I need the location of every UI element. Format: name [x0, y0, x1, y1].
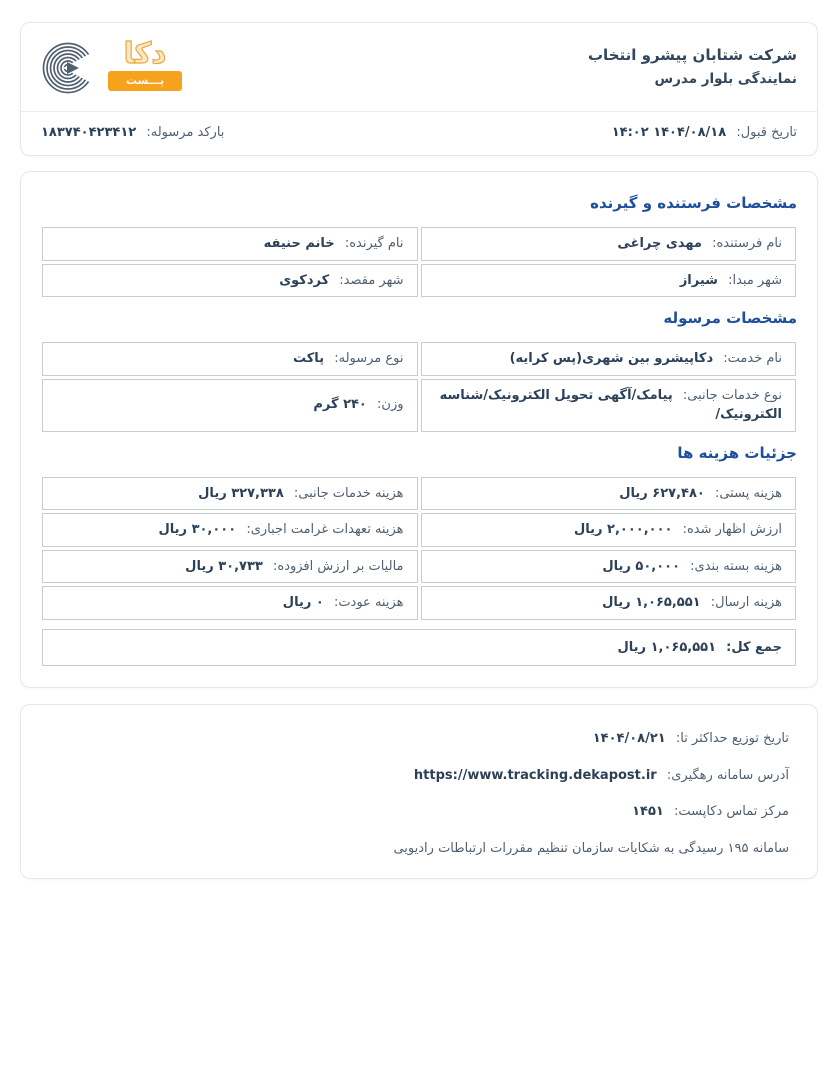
- sender-name-value: مهدی چراغی: [617, 236, 702, 251]
- logo-word-deka: دکا: [123, 36, 167, 70]
- grand-total-label: جمع کل:: [726, 639, 782, 655]
- complaints-line: سامانه ۱۹۵ رسیدگی به شکایات سازمان تنظیم مقررات ارتباطات رادیویی: [393, 840, 789, 856]
- tracking-line: [49, 766, 789, 786]
- tracking-label: آدرس سامانه رهگیری:: [666, 767, 789, 783]
- packing-cost-cell: [421, 550, 797, 584]
- vat-value: ۳۰,۷۳۳ ریال: [185, 558, 263, 574]
- logo-post-badge: پـــست: [108, 71, 182, 91]
- sender-name-label: نام فرستنده:: [712, 236, 782, 251]
- parcel-type-value: پاکت: [292, 351, 325, 366]
- grand-total-value: ۱,۰۶۵,۵۵۱ ریال: [617, 639, 716, 655]
- return-cost-label: هزینه عودت:: [333, 595, 404, 610]
- branch-name: نمایندگی بلوار مدرس: [654, 70, 797, 87]
- company-name: شرکت شتابان پیشرو انتخاب: [587, 46, 797, 64]
- accept-date: [612, 125, 797, 140]
- side-services-cost-cell: [42, 477, 418, 511]
- table-row: [42, 379, 796, 432]
- grand-total-cell: [42, 629, 796, 667]
- parties-table: [39, 224, 799, 300]
- indemnity-cost-cell: [42, 513, 418, 547]
- details-card: [20, 171, 818, 688]
- side-services-cell: [421, 379, 797, 432]
- section-title-costs: جزئیات هزینه ها: [677, 443, 797, 462]
- max-delivery-label: تاریخ توزیع حداکثر تا:: [675, 731, 789, 746]
- side-services-label: نوع خدمات جانبی:: [682, 387, 782, 403]
- accept-date-value: ۱۴۰۴/۰۸/۱۸ ۱۴:۰۲: [611, 125, 727, 140]
- call-center-label: مرکز تماس دکاپست:: [673, 804, 789, 819]
- shipping-cost-label: هزینه ارسال:: [710, 595, 782, 610]
- weight-label: وزن:: [377, 397, 404, 413]
- table-row: [42, 550, 796, 584]
- parcel-table: [39, 339, 799, 435]
- indemnity-cost-label: هزینه تعهدات غرامت اجباری:: [246, 522, 404, 537]
- vat-label: مالیات بر ارزش افزوده:: [273, 558, 404, 574]
- costs-table: [39, 474, 799, 623]
- postal-cost-label: هزینه پستی:: [714, 485, 782, 501]
- postal-cost-value: ۶۲۷,۴۸۰ ریال: [619, 485, 705, 501]
- indemnity-cost-value: ۳۰,۰۰۰ ریال: [158, 522, 237, 537]
- dest-city-cell: [42, 264, 418, 298]
- parcel-type-label: نوع مرسوله:: [334, 351, 404, 366]
- total-table: [39, 626, 799, 670]
- service-name-cell: [421, 342, 797, 376]
- barcode-value: ۱۸۳۷۴۰۴۲۳۴۱۲: [41, 125, 137, 140]
- declared-value-label: ارزش اظهار شده:: [682, 522, 782, 537]
- accept-date-label: تاریخ قبول:: [736, 125, 797, 140]
- table-row: [42, 513, 796, 547]
- weight-value: ۲۴۰ گرم: [313, 397, 367, 413]
- table-row: [42, 477, 796, 511]
- footer-card: [20, 704, 818, 879]
- sender-name-cell: [421, 227, 797, 261]
- header-bottom-row: [21, 112, 817, 155]
- call-center-value: ۱۴۵۱: [632, 804, 664, 819]
- company-block: [588, 39, 797, 90]
- barcode: [41, 125, 224, 140]
- side-services-cost-value: ۳۲۷,۳۳۸ ریال: [198, 485, 284, 501]
- vat-cell: [42, 550, 418, 584]
- logo-wordmark: [108, 36, 182, 91]
- table-row: [42, 342, 796, 376]
- dest-city-value: کردکوی: [279, 272, 330, 288]
- service-name-value: دکاپیشرو بین شهری(پس کرایه): [509, 351, 714, 366]
- weight-cell: [42, 379, 418, 432]
- origin-city-cell: [421, 264, 797, 298]
- postal-cost-cell: [421, 477, 797, 511]
- receiver-name-value: خانم حنیفه: [263, 236, 335, 251]
- max-delivery-line: [49, 729, 789, 749]
- return-cost-cell: [42, 586, 418, 620]
- shipping-cost-cell: [421, 586, 797, 620]
- call-center-line: [49, 802, 789, 822]
- parcel-type-cell: [42, 342, 418, 376]
- table-row: [42, 586, 796, 620]
- receiver-name-label: نام گیرنده:: [344, 236, 404, 251]
- dekapost-logo: [41, 36, 182, 101]
- section-title-parties: مشخصات فرستنده و گیرنده: [590, 194, 797, 212]
- dest-city-label: شهر مقصد:: [339, 272, 404, 288]
- header-top-row: [21, 23, 817, 111]
- table-row: [42, 629, 796, 667]
- shipping-cost-value: ۱,۰۶۵,۵۵۱ ریال: [602, 595, 701, 610]
- return-cost-value: ۰ ریال: [282, 595, 324, 610]
- side-services-cost-label: هزینه خدمات جانبی:: [293, 485, 404, 501]
- section-title-parcel: مشخصات مرسوله: [663, 309, 797, 327]
- tracking-url: https://www.tracking.dekapost.ir: [413, 767, 657, 783]
- barcode-label: بارکد مرسوله:: [146, 125, 225, 140]
- packing-cost-label: هزینه بسته بندی:: [690, 558, 782, 574]
- origin-city-value: شیراز: [679, 272, 718, 288]
- declared-value-value: ۲,۰۰۰,۰۰۰ ریال: [573, 522, 673, 537]
- spiral-swirl-icon: [41, 39, 99, 101]
- packing-cost-value: ۵۰,۰۰۰ ریال: [602, 558, 681, 574]
- table-row: [42, 264, 796, 298]
- declared-value-cell: [421, 513, 797, 547]
- service-name-label: نام خدمت:: [723, 351, 782, 366]
- origin-city-label: شهر مبدا:: [728, 272, 782, 288]
- header-card: [20, 22, 818, 156]
- receiver-name-cell: [42, 227, 418, 261]
- side-services-value: پیامک/آگهی تحویل الکترونیک/شناسه الکترونیک/: [439, 387, 782, 422]
- max-delivery-value: ۱۴۰۴/۰۸/۲۱: [592, 731, 666, 746]
- table-row: [42, 227, 796, 261]
